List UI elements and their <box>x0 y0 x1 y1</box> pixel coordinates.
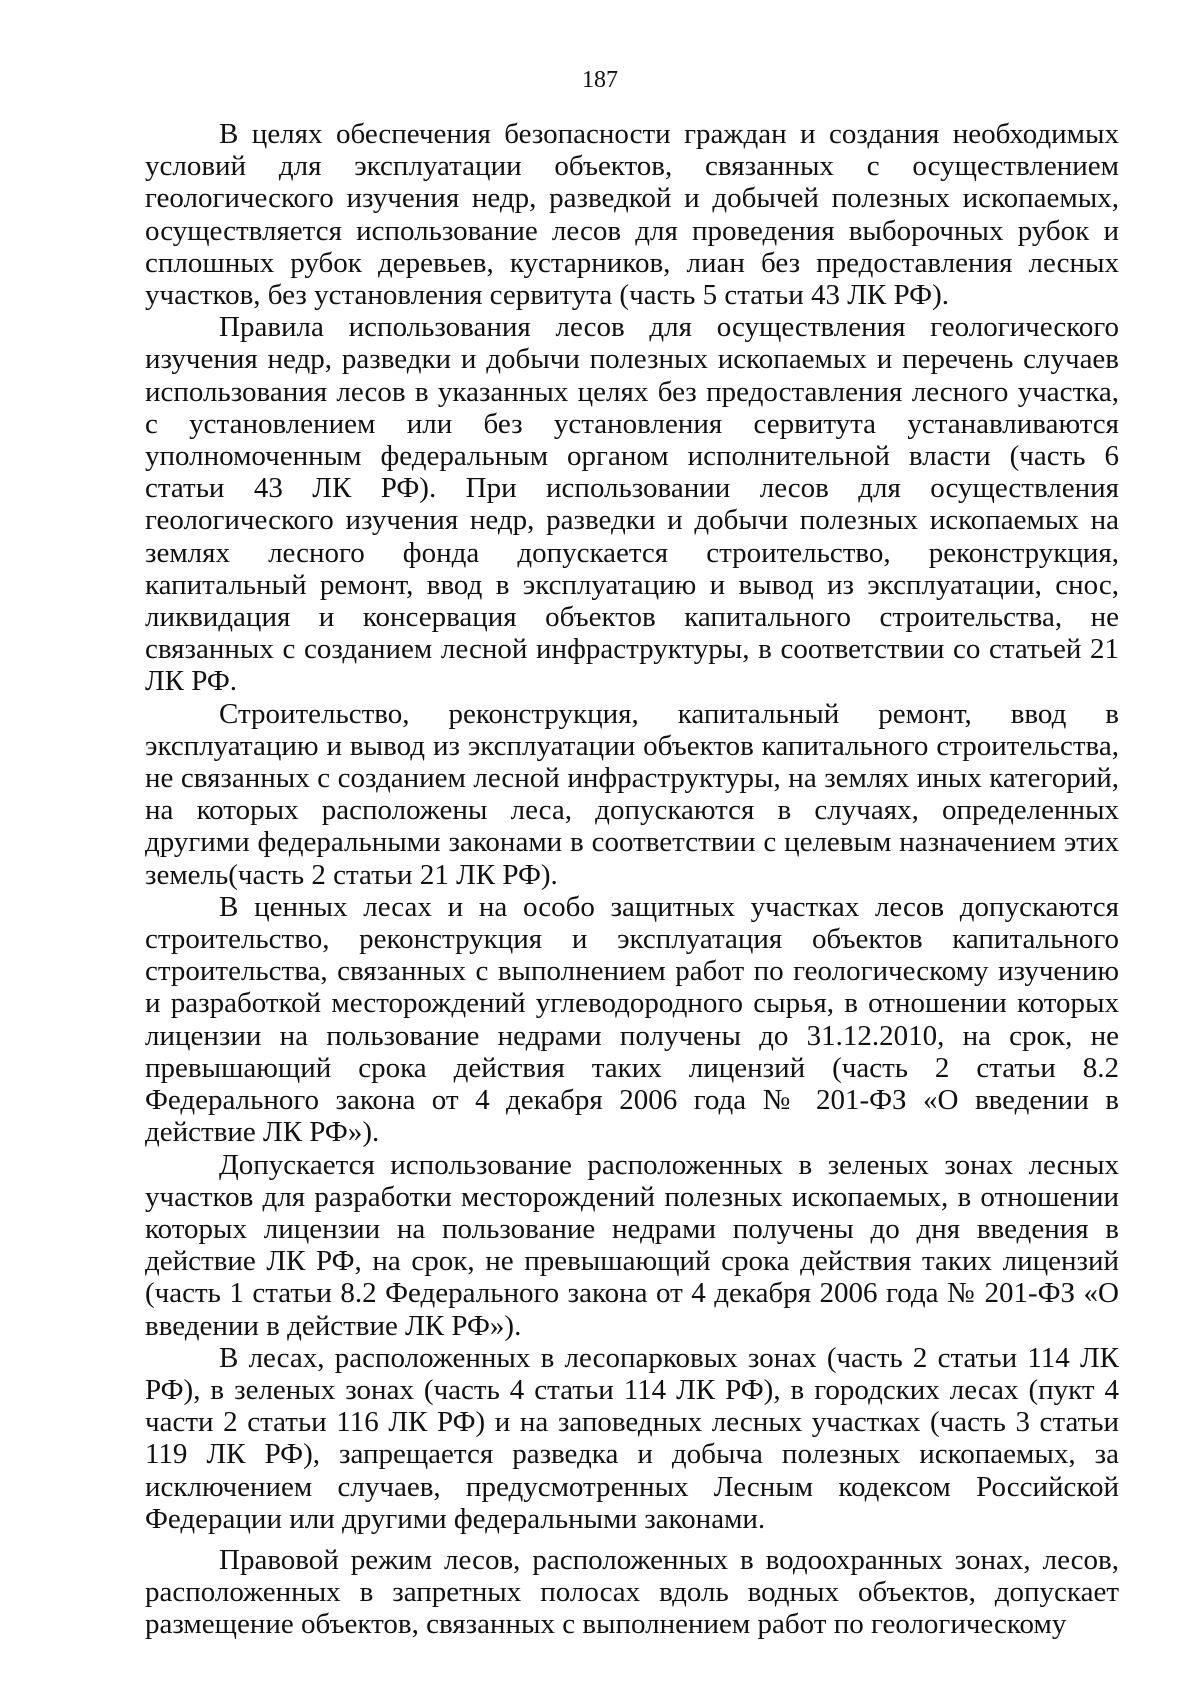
document-body <box>145 118 1119 1641</box>
paragraph-1: В целях обеспечения безопасности граждан и создания необходимых условий для эксплуатации объектов, связанных с осуществлением геологического изучения недр, разведкой и добычей полезных ископаемых, осуществляется использование лесов для проведения выборочных рубок и сплошных рубок деревьев, кустарников, лиан без предоставления лесных участков, без установления сервитута (часть 5 статьи 43 ЛК РФ). <box>145 118 1119 312</box>
paragraph-6: В лесах, расположенных в лесопарковых зонах (часть 2 статьи 114 ЛК РФ), в зеленых зонах (часть 4 статьи 114 ЛК РФ), в городских лесах (пукт 4 части 2 статьи 116 ЛК РФ) и на заповедных лесных участках (часть 3 статьи 119 ЛК РФ), запрещается разведка и добыча полезных ископаемых, за исключением случаев, предусмотренных Лесным кодексом Российской Федерации или другими федеральными законами. <box>145 1341 1119 1535</box>
paragraph-4: В ценных лесах и на особо защитных участках лесов допускаются строительство, реконструкция и эксплуатация объектов капитального строительства, связанных с выполнением работ по геологическому изучению и разработкой месторождений углеводородного сырья, в отношении которых лицензии на пользование недрами получены до 31.12.2010, на срок, не превышающий срока действия таких лицензий (часть 2 статьи 8.2 Федерального закона от 4 декабря 2006 года № 201-ФЗ «О введении в действие ЛК РФ»). <box>145 890 1119 1149</box>
paragraph-5: Допускается использование расположенных в зеленых зонах лесных участков для разработки месторождений полезных ископаемых, в отношении которых лицензии на пользование недрами получены до дня введения в действие ЛК РФ, на срок, не превышающий срока действия таких лицензий (часть 1 статьи 8.2 Федерального закона от 4 декабря 2006 года № 201-ФЗ «О введении в действие ЛК РФ»). <box>145 1148 1119 1342</box>
paragraph-2: Правила использования лесов для осуществления геологического изучения недр, разведки и добычи полезных ископаемых и перечень случаев использования лесов в указанных целях без предоставления лесного участка, с установлением или без установления сервитута устанавливаются уполномоченным федеральным органом исполнительной власти (часть 6 статьи 43 ЛК РФ). При использовании лесов для осуществления геологического изучения недр, разведки и добычи полезных ископаемых на землях лесного фонда допускается строительство, реконструкция, капитальный ремонт, ввод в эксплуатацию и вывод из эксплуатации, снос, ликвидация и консервация объектов капитального строительства, не связанных с созданием лесной инфраструктуры, в соответствии со статьей 21 ЛК РФ. <box>145 311 1119 698</box>
paragraph-7: Правовой режим лесов, расположенных в водоохранных зонах, лесов, расположенных в запретных полосах вдоль водных объектов, допускает размещение объектов, связанных с выполнением работ по геологическому <box>145 1543 1119 1641</box>
page-number: 187 <box>582 67 618 93</box>
paragraph-3: Строительство, реконструкция, капитальный ремонт, ввод в эксплуатацию и вывод из эксплуатации объектов капитального строительства, не связанных с созданием лесной инфраструктуры, на землях иных категорий, на которых расположены леса, допускаются в случаях, определенных другими федеральными законами в соответствии с целевым назначением этих земель(часть 2 статьи 21 ЛК РФ). <box>145 697 1119 891</box>
